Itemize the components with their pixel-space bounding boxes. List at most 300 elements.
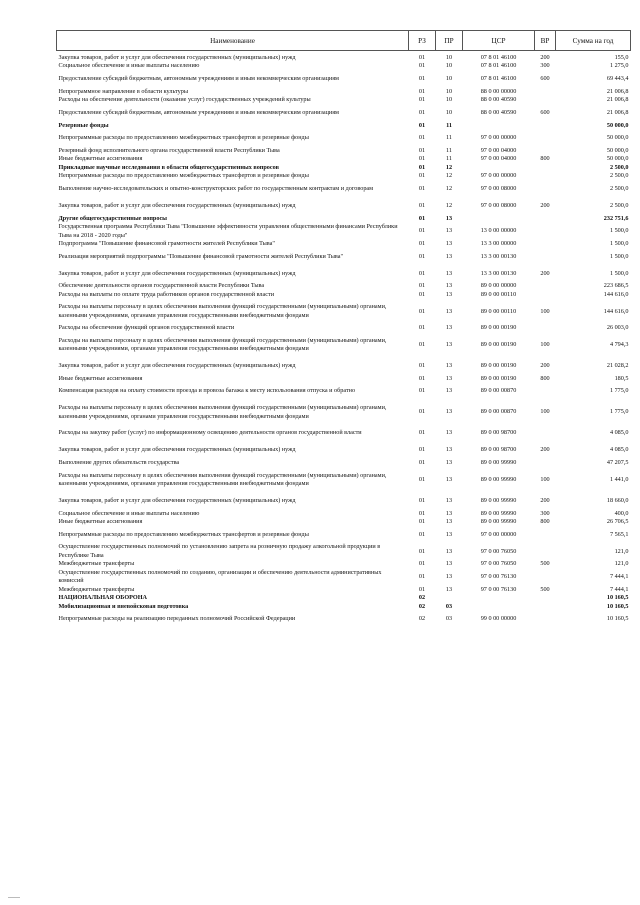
row-vr: 600 [540,108,550,116]
row-rz: 01 [418,361,426,369]
table-row [57,181,631,198]
row-vr: 100 [540,340,550,348]
row-vr [535,164,556,172]
row-pr: 10 [445,54,453,61]
row-sum: 1 500,0 [609,269,629,277]
row-rz: 01 [418,408,426,416]
row-vr [535,130,556,147]
row-sum: 4 794,3 [609,340,629,348]
row-sum: 1 275,0 [609,62,629,70]
row-pr: 13 [445,429,453,437]
row-name: Другие общегосударственные вопросы [58,214,168,222]
row-csr: 99 0 00 00000 [480,615,517,623]
row-pr: 12 [445,201,453,209]
row-rz: 01 [418,96,426,104]
row-csr [463,122,535,130]
row-vr [535,324,556,332]
row-csr: 97 0 00 00000 [480,134,517,142]
table-row [57,248,631,265]
row-name: Закупка товаров, работ и услуг для обеспечения государственных (муниципальных) нужд [58,54,296,61]
row-name: Осуществление государственных полномочий по установлению запрета на розничную продажу алкогольной продукции в Республике Тыва [58,543,381,559]
row-rz: 01 [418,509,426,517]
row-pr: 13 [445,361,453,369]
row-pr: 12 [445,184,453,192]
row-pr: 03 [445,602,453,610]
row-name: Расходы на обеспечение деятельности (оказание услуг) государственных учреждений культуры [58,96,311,104]
row-name: Непрограммное направление в области культуры [58,87,188,95]
table-row [57,71,631,88]
row-rz: 01 [418,387,426,395]
row-pr: 11 [446,155,452,163]
table-row [57,442,631,459]
row-csr: 89 0 00 99990 [480,509,517,517]
row-rz: 01 [418,54,426,61]
row-sum: 1 775,0 [609,387,629,395]
row-name: Выполнение научно-исследовательских и опытно-конструкторских работ по государственным контрактам и договорам [58,184,374,192]
row-csr: 89 0 00 00870 [480,387,517,395]
row-pr: 13 [445,446,453,454]
row-name: Выполнение других обязательств государства [58,459,180,467]
row-rz: 01 [418,560,426,568]
row-rz: 01 [418,227,426,235]
row-rz: 01 [418,269,426,277]
table-row [57,611,631,628]
row-csr: 97 0 00 08000 [480,201,517,209]
row-name: Непрограммные расходы на реализацию переданных полномочий Российской Федерации [58,615,296,623]
table-row [57,130,631,147]
row-name: Резервный фонд исполнительного органа государственной власти Республики Тыва [58,147,280,155]
row-csr: 89 0 00 00190 [480,374,517,382]
row-sum: 1 441,0 [609,475,629,483]
row-sum: 50 000,0 [606,134,629,142]
row-csr: 13 3 00 00130 [480,269,517,277]
row-rz: 01 [418,459,426,467]
table-row [57,265,631,282]
row-pr: 13 [445,374,453,382]
row-vr: 200 [540,446,550,454]
row-rz: 01 [418,429,426,437]
row-sum: 7 565,1 [609,530,629,538]
row-csr [463,594,535,602]
row-vr: 300 [540,62,550,70]
row-csr: 88 0 00 40590 [480,96,517,104]
row-name: Подпрограмма "Повышение финансовой грамотности жителей Республики Тыва" [58,240,275,248]
row-csr: 97 0 00 00000 [480,172,517,180]
table-row [57,586,631,594]
row-vr [535,282,556,290]
row-name: Расходы на выплаты по оплате труда работников органов государственной власти [58,290,275,298]
row-sum: 144 616,0 [603,307,629,315]
row-sum: 2 500,0 [609,184,629,192]
row-csr [463,603,535,611]
row-vr [535,459,556,467]
row-csr: 07 8 01 46100 [480,75,517,83]
row-rz: 01 [418,573,426,581]
row-name: Закупка товаров, работ и услуг для обеспечения государственных (муниципальных) нужд [58,361,296,369]
row-sum: 1 775,0 [609,408,629,416]
table-row [57,569,631,586]
row-vr [535,240,556,248]
row-vr: 200 [540,269,550,277]
row-vr [535,611,556,628]
row-rz: 02 [418,594,426,602]
row-pr: 12 [445,172,453,180]
row-csr: 13 3 00 00000 [480,240,517,248]
table-row [57,543,631,560]
row-rz: 01 [418,240,426,248]
row-csr: 89 0 00 99990 [480,459,517,467]
row-csr: 97 0 00 76130 [480,585,517,593]
table-row [57,88,631,96]
table-row [57,560,631,568]
row-pr: 13 [445,585,453,593]
row-name: Социальное обеспечение и иные выплаты населению [58,62,200,70]
table-body [57,51,631,628]
row-csr: 97 0 00 76050 [480,547,517,555]
row-sum: 2 500,0 [609,201,629,209]
row-rz: 01 [418,75,426,83]
table-row [57,155,631,163]
row-vr [535,594,556,602]
row-sum: 10 160,5 [606,615,629,623]
row-sum: 400,0 [614,509,629,517]
table-row [57,459,631,467]
table-row [57,62,631,70]
row-csr: 13 3 00 00130 [480,252,517,260]
row-vr [535,122,556,130]
row-sum: 50 000,0 [606,147,629,155]
table-row [57,240,631,248]
table-row [57,400,631,425]
row-pr: 10 [445,96,453,104]
row-name: Расходы на обеспечение функций органов государственной власти [58,324,235,332]
row-sum: 4 085,0 [609,429,629,437]
table-row [57,122,631,130]
row-pr: 13 [445,324,453,332]
row-sum: 7 444,1 [609,585,629,593]
row-csr: 89 0 00 00190 [480,361,517,369]
table-row [57,375,631,383]
row-rz: 01 [418,121,426,129]
row-vr: 300 [540,509,550,517]
row-vr: 100 [540,408,550,416]
row-pr: 13 [445,240,453,248]
row-sum: 21 006,8 [606,108,629,116]
table-row [57,54,631,62]
row-pr: 13 [445,214,453,222]
row-vr [535,383,556,400]
row-sum: 2 500,0 [609,163,629,171]
table-row [57,299,631,324]
row-csr: 89 0 00 98700 [480,429,517,437]
row-vr [535,172,556,180]
budget-table [56,30,631,628]
table-row [57,164,631,172]
row-rz: 01 [418,340,426,348]
row-pr: 13 [445,307,453,315]
row-pr: 11 [446,147,452,155]
table-row [57,282,631,290]
row-rz: 01 [418,374,426,382]
row-sum: 21 006,8 [606,87,629,95]
row-vr [535,543,556,560]
row-csr: 89 0 00 98700 [480,446,517,454]
row-vr: 100 [540,475,550,483]
row-csr: 88 0 00 40590 [480,108,517,116]
row-sum: 7 444,1 [609,573,629,581]
row-name: Иные бюджетные ассигнования [58,517,143,525]
row-sum: 1 500,0 [609,252,629,260]
row-rz: 01 [418,496,426,504]
row-csr: 89 0 00 99990 [480,496,517,504]
row-sum: 1 500,0 [609,227,629,235]
table-row [57,358,631,375]
row-name: Обеспечение деятельности органов государственной власти Республики Тыва [58,282,265,290]
table-row [57,493,631,510]
row-name: Расходы на выплаты персоналу в целях обеспечения выполнения функций государственными (муниципальными) органами, казенными учреждениями, органами управления государственными внебюджетными фондами [58,336,387,353]
table-row [57,603,631,611]
row-sum: 50 000,0 [606,155,629,163]
row-pr: 13 [445,387,453,395]
row-name: Иные бюджетные ассигнования [58,374,143,382]
row-sum: 18 660,0 [606,496,629,504]
row-rz: 01 [418,585,426,593]
row-sum: 155,0 [614,54,629,61]
row-rz: 01 [418,87,426,95]
row-csr: 13 0 00 00000 [480,227,517,235]
row-rz: 01 [418,530,426,538]
table-row [57,594,631,602]
row-vr [535,603,556,611]
row-vr [535,88,556,96]
row-name: Закупка товаров, работ и услуг для обеспечения государственных (муниципальных) нужд [58,496,296,504]
table-row [57,96,631,104]
row-pr: 13 [445,459,453,467]
row-csr: 89 0 00 00870 [480,408,517,416]
table-row [57,324,631,332]
row-name: Иные бюджетные ассигнования [58,155,143,163]
row-csr: 89 0 00 00110 [480,307,517,315]
row-vr [535,147,556,155]
row-vr: 200 [540,201,550,209]
row-pr: 13 [445,269,453,277]
row-pr: 13 [445,573,453,581]
row-vr [535,96,556,104]
row-sum: 47 207,5 [606,459,629,467]
row-rz: 01 [418,446,426,454]
row-name: Прикладные научные исследования в области общегосударственных вопросов [58,163,279,171]
row-sum: 121,0 [614,547,629,555]
row-vr [535,569,556,586]
row-rz: 01 [418,282,426,290]
row-csr: 97 0 00 00000 [480,530,517,538]
row-name: Непрограммные расходы по предоставлению межбюджетных трансфертов и резервные фонды [58,530,309,538]
table-row [57,333,631,358]
row-csr [463,164,535,172]
table-row [57,510,631,518]
row-name: Межбюджетные трансферты [58,560,135,568]
row-vr: 800 [540,155,550,163]
row-name: Предоставление субсидий бюджетным, автономным учреждениям и иным некоммерческим организациям [58,108,339,116]
table-row [57,425,631,442]
table-row [57,518,631,526]
header-name: Наименование [57,31,409,51]
row-name: Непрограммные расходы по предоставлению межбюджетных трансфертов и резервные фонды [58,134,309,142]
table-row [57,172,631,180]
row-rz: 01 [418,475,426,483]
row-pr: 13 [445,227,453,235]
row-csr: 89 0 00 00000 [480,282,517,290]
row-rz: 01 [418,108,426,116]
table-row [57,147,631,155]
row-rz: 01 [418,307,426,315]
row-rz: 01 [418,62,426,70]
row-rz: 01 [418,214,426,222]
row-csr: 97 0 00 08000 [480,184,517,192]
row-name: Предоставление субсидий бюджетным, автономным учреждениям и иным некоммерческим организациям [58,75,339,83]
row-name: Непрограммные расходы по предоставлению межбюджетных трансфертов и резервные фонды [58,172,309,180]
row-vr [535,425,556,442]
row-csr: 97 0 00 04000 [480,155,517,163]
row-sum: 50 000,0 [606,121,629,129]
header-vr: ВР [535,31,556,51]
row-rz: 01 [418,324,426,332]
row-rz: 01 [418,184,426,192]
row-name: Расходы на выплаты персоналу в целях обеспечения выполнения функций государственными (муниципальными) органами, казенными учреждениями, органами управления государственными внебюджетными фондами [58,303,387,319]
row-pr: 10 [445,75,453,83]
row-sum: 180,5 [614,374,629,382]
row-pr: 10 [445,62,453,70]
row-vr: 500 [540,585,550,593]
table-row [57,223,631,240]
row-vr [535,223,556,240]
row-name: Мобилизационная и вневойсковая подготовка [58,602,189,610]
table-row [57,105,631,122]
row-sum: 223 686,5 [603,282,629,290]
row-name: Осуществление государственных полномочий по созданию, организации и обеспечению деятельности административных комиссий [58,568,382,585]
row-csr: 07 8 01 46100 [480,54,517,61]
row-sum: 26 706,5 [606,517,629,525]
row-pr: 13 [445,496,453,504]
row-vr [535,181,556,198]
row-pr: 13 [445,340,453,348]
row-name: Компенсация расходов на оплату стоимости проезда и провоза багажа к месту использования отпуска и обратно [58,387,356,395]
page-edge-mark [8,897,20,901]
row-vr [535,526,556,543]
row-vr [535,248,556,265]
row-sum: 2 500,0 [609,172,629,180]
row-csr: 97 0 00 76130 [480,573,517,581]
row-vr: 600 [540,75,550,83]
row-rz: 01 [418,290,426,298]
row-vr: 800 [540,517,550,525]
table-row [57,383,631,400]
row-csr: 97 0 00 76050 [480,560,517,568]
row-pr: 12 [445,163,453,171]
row-name: Закупка товаров, работ и услуг для обеспечения государственных (муниципальных) нужд [58,446,296,454]
row-name: Расходы на выплаты персоналу в целях обеспечения выполнения функций государственными (муниципальными) органами, казенными учреждениями, органами управления государственными внебюджетными фондами [58,404,387,420]
row-name: НАЦИОНАЛЬНАЯ ОБОРОНА [58,594,148,602]
row-vr [535,291,556,299]
row-sum: 121,0 [614,560,629,568]
row-csr: 89 0 00 00190 [480,340,517,348]
table-header-row [57,31,631,51]
row-rz: 01 [418,547,426,555]
row-sum: 10 160,5 [606,602,629,610]
row-sum: 26 003,0 [606,324,629,332]
row-csr: 88 0 00 00000 [480,87,517,95]
table-row [57,468,631,493]
row-name: Расходы на выплаты персоналу в целях обеспечения выполнения функций государственными (муниципальными) органами, казенными учреждениями, органами управления государственными внебюджетными фондами [58,471,387,487]
row-sum: 21 028,2 [606,361,629,369]
row-pr: 10 [445,87,453,95]
row-vr [535,215,556,223]
row-rz: 01 [418,517,426,525]
header-csr: ЦСР [463,31,535,51]
row-csr [463,215,535,223]
row-vr: 100 [540,307,550,315]
row-pr [436,594,463,602]
row-rz: 01 [418,134,426,142]
row-sum: 144 616,0 [603,290,629,298]
row-name: Резервные фонды [58,121,109,129]
row-rz: 01 [418,163,426,171]
row-pr: 13 [445,475,453,483]
row-rz: 02 [418,602,426,610]
row-pr: 13 [445,282,453,290]
row-name: Межбюджетные трансферты [58,585,135,593]
header-pr: ПР [436,31,463,51]
row-vr: 200 [540,54,550,61]
row-pr: 13 [445,290,453,298]
row-pr: 11 [446,121,452,129]
row-csr: 89 0 00 99990 [480,517,517,525]
row-name: Расходы на закупку работ (услуг) по информационному освещению деятельности органов государственной власти [58,429,362,437]
row-rz: 01 [418,201,426,209]
row-name: Закупка товаров, работ и услуг для обеспечения государственных (муниципальных) нужд [58,269,296,277]
row-pr: 03 [445,615,453,623]
row-csr: 97 0 00 04000 [480,147,517,155]
row-name: Закупка товаров, работ и услуг для обеспечения государственных (муниципальных) нужд [58,201,296,209]
row-name: Социальное обеспечение и иные выплаты населению [58,509,200,517]
row-vr: 800 [540,374,550,382]
row-name: Государственная программа Республики Тыва "Повышение эффективности управления общественными финансами Республики Тыва на 2018 - 2020 годы" [58,223,398,239]
row-sum: 21 006,8 [606,96,629,104]
row-csr: 89 0 00 00110 [480,290,517,298]
row-pr: 13 [445,252,453,260]
row-name: Реализация мероприятий подпрограммы "Повышение финансовой грамотности жителей Республики Тыва" [58,252,344,260]
table-row [57,198,631,215]
row-pr: 13 [445,408,453,416]
row-sum: 10 160,5 [606,594,629,602]
row-rz: 01 [418,147,426,155]
table-row [57,526,631,543]
row-rz: 02 [418,615,426,623]
row-pr: 11 [446,134,452,142]
row-pr: 13 [445,530,453,538]
row-pr: 10 [445,108,453,116]
row-csr: 89 0 00 99990 [480,475,517,483]
table-row [57,215,631,223]
row-pr: 13 [445,517,453,525]
row-vr: 200 [540,496,550,504]
row-vr: 200 [540,361,550,369]
row-rz: 01 [418,155,426,163]
header-sum: Сумма на год [556,31,631,51]
row-sum: 1 500,0 [609,240,629,248]
row-vr: 500 [540,560,550,568]
row-sum: 232 751,6 [603,214,629,222]
